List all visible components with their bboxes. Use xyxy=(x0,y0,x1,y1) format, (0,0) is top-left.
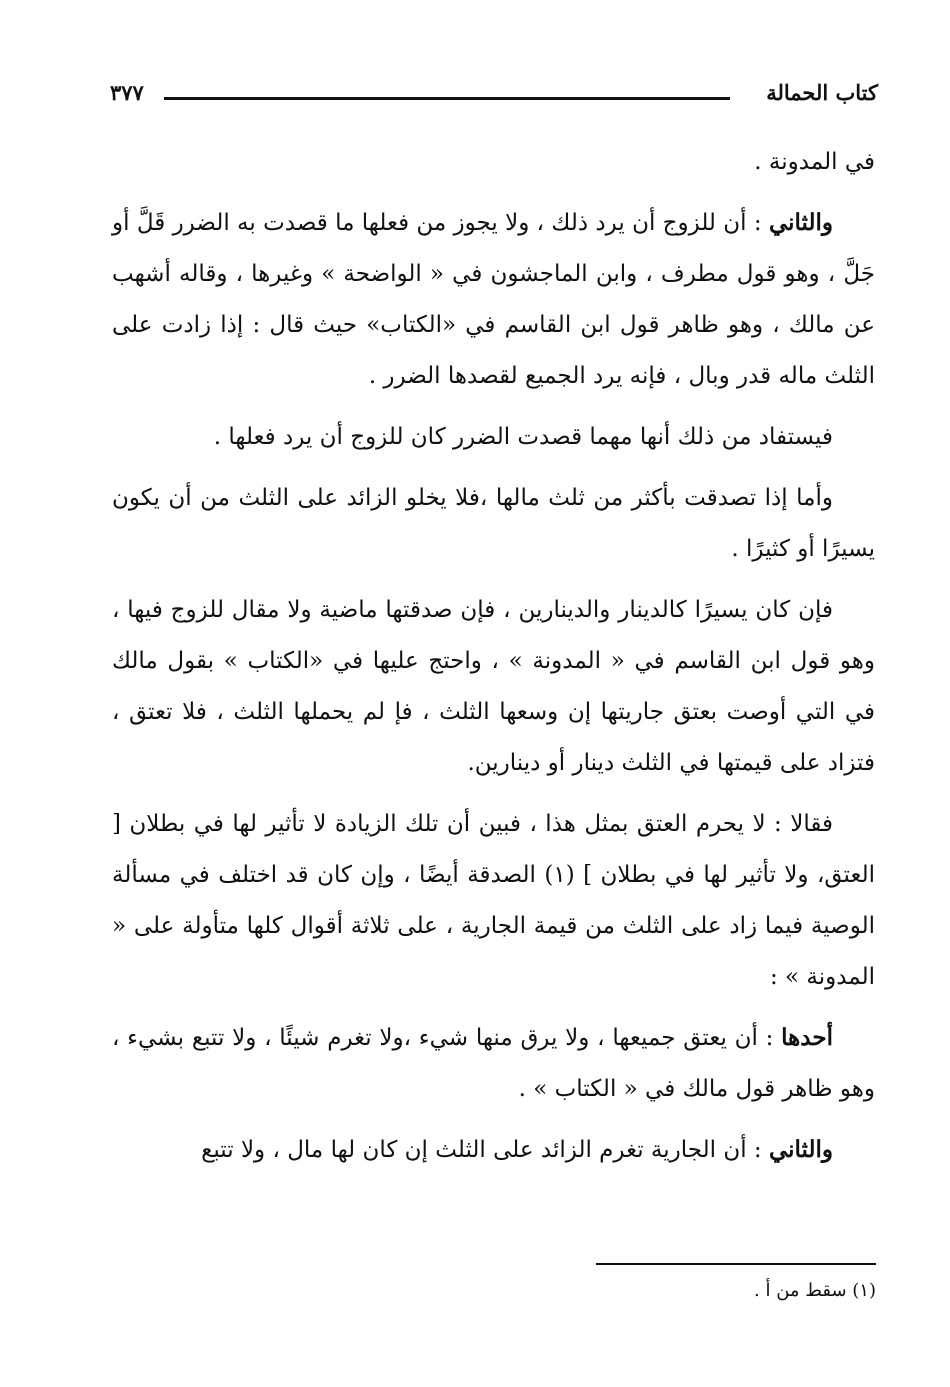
paragraph-text: فيستفاد من ذلك أنها مهما قصدت الضرر كان للزوج أن يرد فعلها . xyxy=(213,424,833,450)
main-text xyxy=(112,136,875,1185)
paragraph-text: في المدونة . xyxy=(754,149,875,175)
paragraph xyxy=(112,472,875,575)
paragraph xyxy=(112,1012,875,1115)
paragraph xyxy=(112,1124,875,1176)
paragraph-text: وأما إذا تصدقت بأكثر من ثلث مالها ،فلا يخلو الزائد على الثلث من أن يكون يسيرًا أو كثيرًا . xyxy=(112,485,875,562)
paragraph-text: : أن للزوج أن يرد ذلك ، ولا يجوز من فعلها ما قصدت به الضرر قَلَّ أو جَلَّ ، وهو قول مطرف ، وابن الماجشون في « الواضحة » وغيرها ، وقاله أشهب عن مالك ، وهو ظاهر قول ابن القاسم في «الكتاب» حيث قال : إذا زادت على الثلث ماله قدر وبال ، فإنه يرد الجميع لقصدها الضرر . xyxy=(112,210,875,389)
header-rule xyxy=(164,97,730,100)
page-number: ٣٧٧ xyxy=(110,80,144,105)
paragraph-text: : أن يعتق جميعها ، ولا يرق منها شيء ،ولا تغرم شيئًا ، ولا تتبع بشيء ، وهو ظاهر قول مالك في « الكتاب » . xyxy=(112,1025,875,1102)
paragraph xyxy=(112,584,875,789)
running-title: كتاب الحمالة xyxy=(766,80,878,105)
paragraph-lead: أحدها xyxy=(781,1024,833,1051)
paragraph xyxy=(112,197,875,402)
paragraph-lead: والثاني xyxy=(768,209,833,236)
paragraph xyxy=(112,798,875,1003)
paragraph xyxy=(112,136,875,188)
paragraph-lead: والثاني xyxy=(768,1136,833,1163)
paragraph-text: فإن كان يسيرًا كالدينار والدينارين ، فإن صدقتها ماضية ولا مقال للزوج فيها ، وهو قول ابن القاسم في « المدونة » ، واحتج عليها في «الكتاب » بقول مالك في التي أوصت بعتق جاريتها إن وسعها الثلث ، فإ لم يحملها الثلث ، فلا تعتق ، فتزاد على قيمتها في الثلث دينار أو دينارين. xyxy=(112,597,875,776)
footnote-separator xyxy=(596,1263,876,1265)
paragraph-text: فقالا : لا يحرم العتق بمثل هذا ، فبين أن تلك الزيادة لا تأثير لها في بطلان [ العتق، ولا تأثير لها في بطلان ] (١) الصدقة أيضًا ، وإن كان قد اختلف في مسألة الوصية فيما زاد على الثلث من قيمة الجارية ، على ثلاثة أقوال كلها متأولة على « المدونة » : xyxy=(112,811,875,990)
paragraph xyxy=(112,411,875,463)
footnote: (١) سقط من أ . xyxy=(754,1280,876,1301)
paragraph-text: : أن الجارية تغرم الزائد على الثلث إن كان لها مال ، ولا تتبع xyxy=(201,1137,769,1163)
page-header xyxy=(110,80,878,116)
